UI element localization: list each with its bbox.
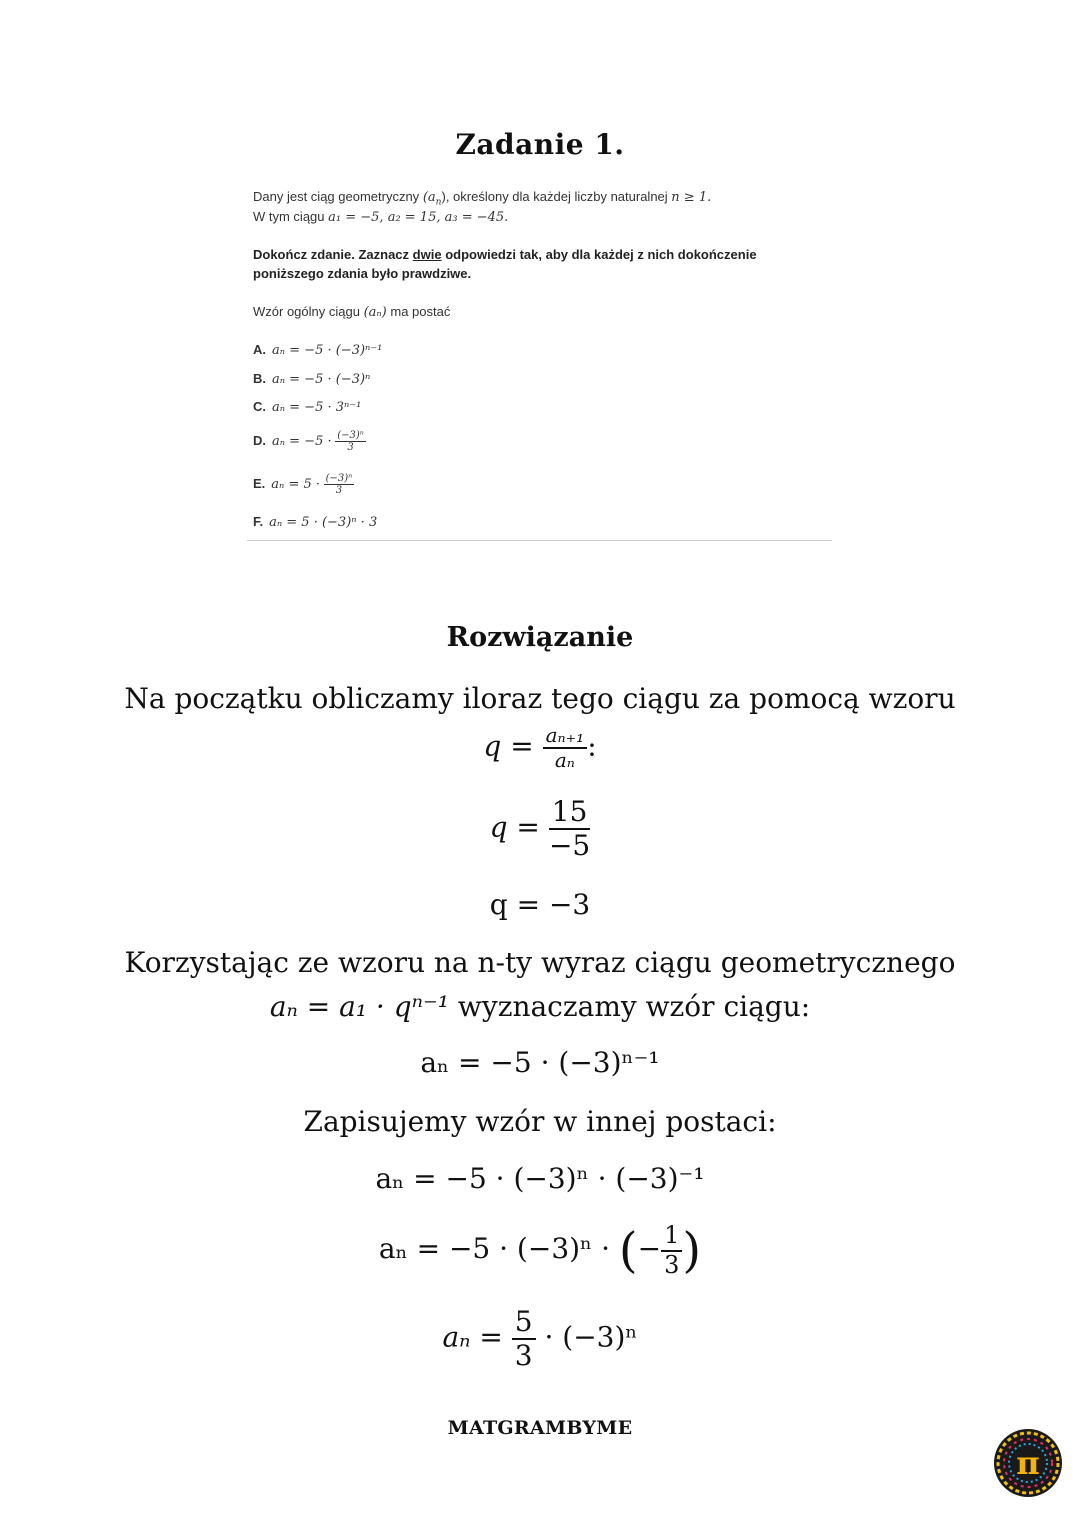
equation-3: aₙ = −5 · (−3)ⁿ · (− $\frac{1}{3}$ ) [378,1221,702,1279]
option-fraction: $\frac{\text{(−3)ⁿ}}{3}$ [337,430,364,453]
stem [253,304,450,320]
instruction-text-b: odpowiedzi tak, aby dla każdej z nich dokończenie [445,247,757,262]
intro-text: Dany jest ciąg geometryczny [253,189,420,204]
option-f [253,514,377,530]
equation-4: aₙ = $\frac{5}{3}$ · (−3)ⁿ [442,1305,638,1373]
given-values: a₁ = −5, a₂ = 15, a₃ = −45. [328,210,509,225]
solution-line3 [0,990,1080,1023]
option-letter: D. [253,432,266,448]
task-intro-line2 [253,209,508,225]
option-formula: aₙ = −5 · (−3)ⁿ [272,372,371,387]
condition: n ≥ 1. [671,190,712,205]
instruction-text: Dokończ zdanie. Zaznacz [253,247,410,262]
option-formula: aₙ = −5 · 3ⁿ⁻¹ [272,400,362,415]
brand-footer: MATGRAMBYME [447,1417,633,1439]
option-fraction: $\frac{\text{(−3)ⁿ}}{3}$ [325,473,353,496]
option-letter: C. [253,399,266,414]
option-d [253,430,366,453]
option-a [253,342,382,358]
intro-text-2: W tym ciągu [253,209,325,224]
intro-text-b: ), określony dla każdej liczby naturalnej [441,189,668,204]
equation-2: aₙ = −5 · (−3)ⁿ · (−3)⁻¹ [375,1162,705,1195]
option-formula: aₙ = −5 · [272,433,332,449]
stem-text-b: ma postać [390,304,451,319]
quotient-calc: q = $\frac{15}{-5}$ [489,795,591,863]
sequence-symbol: ($a_n$ [422,190,442,208]
option-letter: B. [253,371,266,386]
solution-line1: Na początku obliczamy iloraz tego ciągu za pomocą wzoru [124,682,956,715]
option-formula: aₙ = 5 · (−3)ⁿ · 3 [269,515,378,530]
option-formula: aₙ = 5 · [271,476,321,492]
option-letter: F. [253,514,264,529]
general-term-formula: aₙ = a₁ · qⁿ⁻¹ [269,990,450,1023]
quotient-result: q = −3 [489,888,591,921]
stem-seq: (aₙ) [363,305,387,320]
option-b [253,371,370,387]
task-title: Zadanie 1. [455,128,625,161]
solution-line4: Zapisujemy wzór w innej postaci: [303,1105,777,1138]
line3-text: wyznaczamy wzór ciągu: [457,990,811,1023]
option-e [253,473,354,496]
brand-logo-icon [992,1427,1064,1499]
quotient-formula: q = $\frac{\text{aₙ₊₁}}{\text{aₙ}}$ : [483,723,597,772]
task-intro-line1 [253,189,711,208]
svg-text:π: π [1016,1444,1040,1482]
instruction-line2: poniższego zdania było prawdziwe. [253,266,472,281]
option-c [253,399,361,415]
option-letter: A. [253,342,266,357]
instruction-underlined: dwie [412,247,442,262]
task-box [247,180,832,541]
option-formula: aₙ = −5 · (−3)ⁿ⁻¹ [272,343,383,358]
stem-text: Wzór ogólny ciągu [253,304,360,319]
instruction-line1 [253,247,757,262]
solution-title: Rozwiązanie [446,622,634,653]
equation-1: aₙ = −5 · (−3)ⁿ⁻¹ [420,1046,660,1079]
solution-line2: Korzystając ze wzoru na n-ty wyraz ciągu geometrycznego [124,946,956,979]
option-letter: E. [253,475,266,491]
